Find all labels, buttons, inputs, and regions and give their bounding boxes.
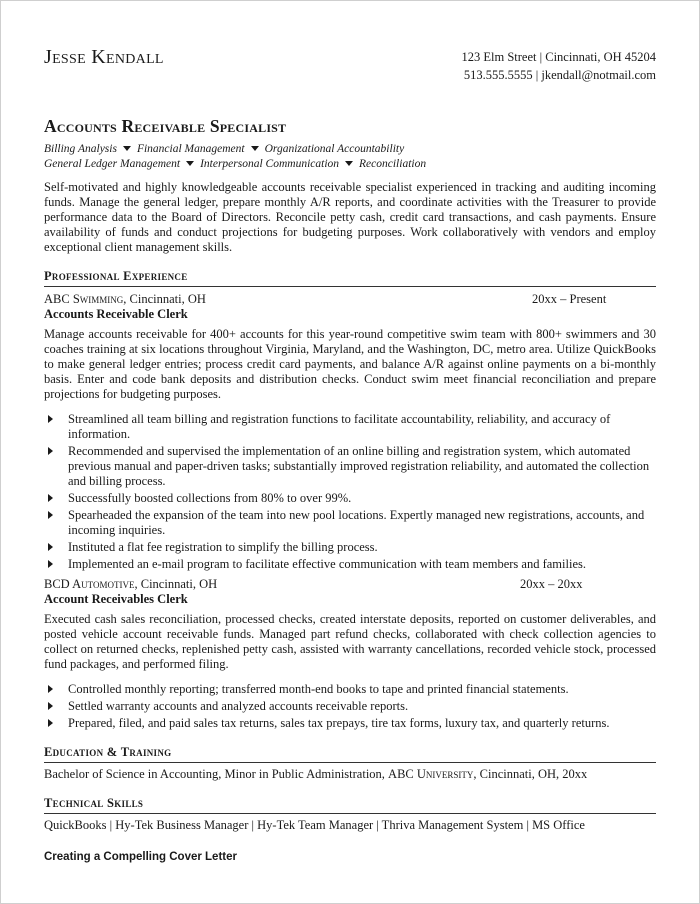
triangle-down-icon (251, 146, 259, 151)
list-item (44, 716, 656, 731)
company-location: , Cincinnati, OH (134, 577, 218, 591)
triangle-down-icon (123, 146, 131, 151)
job-entry-1 (44, 292, 656, 572)
bullet-text: Recommended and supervised the implementation of an online billing and registration system, which automated previous manual and paper-driven tasks; substantially improved registration reliability, and automated the collection and billing process. (68, 444, 650, 488)
skill-item: Financial Management (136, 143, 245, 155)
education-location-year: , Cincinnati, OH, 20xx (473, 767, 588, 781)
bullet-text: Settled warranty accounts and analyzed accounts receivable reports. (68, 699, 409, 713)
job-company (44, 577, 520, 592)
job-company (44, 292, 532, 307)
achievement-list (44, 682, 656, 731)
skills-line-1 (44, 142, 656, 157)
bullet-arrow-icon (48, 447, 53, 455)
technical-skills-heading: Technical Skills (44, 796, 656, 814)
list-item (44, 491, 656, 506)
technical-skills-list: QuickBooks | Hy-Tek Business Manager | Hy-Tek Team Manager | Thriva Management System | MS Office (44, 818, 585, 832)
skill-item: Reconciliation (359, 157, 427, 170)
bullet-arrow-icon (48, 685, 53, 693)
bullet-arrow-icon (48, 511, 53, 519)
skill-item: Organizational Accountability (264, 143, 405, 155)
achievement-list (44, 412, 656, 572)
professional-summary: Self-motivated and highly knowledgeable accounts receivable specialist experienced in tracking and auditing incoming funds. Manage the general ledger, prepare monthly A/R reports, and coordinate activities with the Treasurer to provide performance data to the Board of Directors. Reconcile petty cash, credit card transactions, and cash payments. Ensure availability of funds and conduct projections for budgeting purposes. Work collaboratively with vendors and employ exceptional client management skills. (44, 180, 656, 254)
skill-item: Billing Analysis (44, 143, 117, 155)
list-item (44, 699, 656, 714)
resume-header (44, 44, 656, 84)
bullet-arrow-icon (48, 415, 53, 423)
job-dates: 20xx – 20xx (520, 577, 583, 591)
triangle-down-icon (345, 161, 353, 166)
list-item (44, 682, 656, 697)
list-item (44, 557, 656, 572)
company-location: , Cincinnati, OH (123, 292, 206, 306)
bullet-arrow-icon (48, 494, 53, 502)
bullet-text: Prepared, filed, and paid sales tax returns, sales tax prepays, tire tax forms, luxury tax, and quarterly returns. (68, 716, 610, 730)
job-description: Manage accounts receivable for 400+ accounts for this year-round competitive swim team with 800+ swimmers and 30 coaches training at six locations throughout Virginia, Maryland, and the Washington, DC, metro area. Utilize QuickBooks to make general ledger entries; process credit card payments, and balance A/R against online payments on a bi-monthly basis. Enter and code bank deposits and distribution checks. Conduct swim meet financial reconciliation and prepare projections for budgeting purposes. (44, 327, 656, 401)
skill-item: Interpersonal Communication (200, 157, 340, 170)
school-name: ABC University (388, 767, 474, 781)
resume-page (44, 44, 656, 863)
education-heading: Education & Training (44, 745, 656, 763)
job-title-heading: Accounts Receivable Specialist (44, 116, 287, 136)
company-name: BCD Automotive (44, 577, 135, 591)
address-line: 123 Elm Street | Cincinnati, OH 45204 (461, 50, 656, 64)
bullet-text: Instituted a flat fee registration to simplify the billing process. (68, 540, 378, 554)
job-role: Account Receivables Clerk (44, 592, 188, 606)
bullet-arrow-icon (48, 702, 53, 710)
job-role: Accounts Receivable Clerk (44, 307, 188, 321)
key-skills (44, 142, 656, 171)
bullet-arrow-icon (48, 719, 53, 727)
bullet-text: Controlled monthly reporting; transferred month-end books to tape and printed financial statements. (68, 682, 569, 696)
bullet-arrow-icon (48, 560, 53, 568)
cover-letter-caption: Creating a Compelling Cover Letter (44, 851, 237, 863)
list-item (44, 412, 656, 442)
bullet-text: Implemented an e-mail program to facilitate effective communication with team members and families. (68, 557, 586, 571)
list-item (44, 540, 656, 555)
job-dates: 20xx – Present (532, 292, 607, 306)
bullet-text: Successfully boosted collections from 80% to over 99%. (68, 491, 352, 505)
bullet-text: Streamlined all team billing and registration functions to facilitate accountability, reliability, and accuracy of information. (68, 412, 611, 441)
job-entry-2 (44, 577, 656, 731)
bullet-text: Spearheaded the expansion of the team into new pool locations. Expertly managed new registrations, accounts, and incoming inquiries. (68, 508, 645, 537)
candidate-name: Jesse Kendall (44, 46, 164, 68)
bullet-arrow-icon (48, 543, 53, 551)
list-item (44, 508, 656, 538)
experience-heading: Professional Experience (44, 269, 656, 287)
job-description: Executed cash sales reconciliation, processed checks, created interstate deposits, reported on customer deliverables, and posted vehicle account receivable funds. Managed part refund checks, collaborated with check collection agencies to collect on returned checks, replenished petty cash, assisted with warranty cancellations, recorded vehicle stock, processed fund packages, and performed filing. (44, 612, 656, 671)
skill-item: General Ledger Management (44, 157, 181, 170)
contact-block (462, 48, 657, 84)
job-company-line (44, 577, 656, 592)
degree-text: Bachelor of Science in Accounting, Minor in Public Administration, (44, 767, 389, 781)
education-entry (44, 767, 656, 782)
list-item (44, 444, 656, 489)
phone-email-line: 513.555.5555 | jkendall@notmail.com (463, 68, 656, 82)
company-name: ABC Swimming (44, 292, 124, 306)
job-company-line (44, 292, 656, 307)
skills-line-2 (44, 157, 656, 172)
triangle-down-icon (186, 161, 194, 166)
